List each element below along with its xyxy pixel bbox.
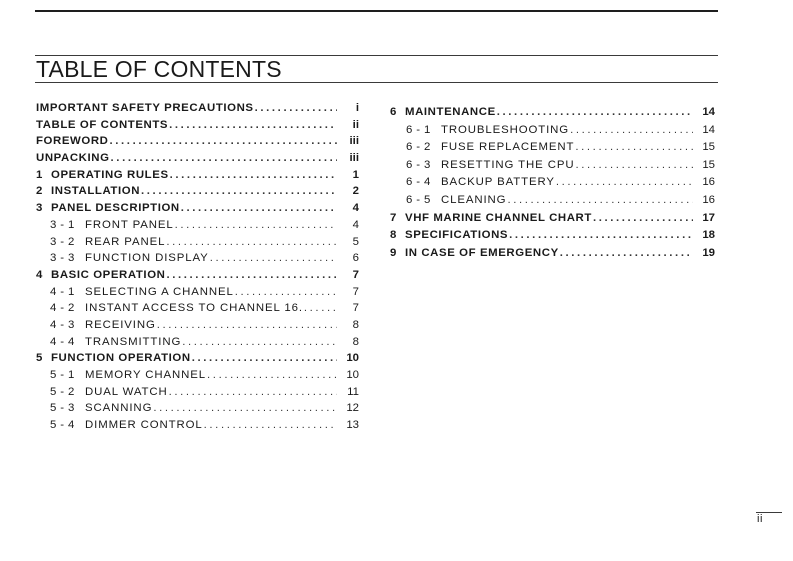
dot-leader <box>574 139 693 157</box>
toc-page-number: ii <box>352 118 359 131</box>
toc-subsection-number: 5 - 4 <box>50 419 75 432</box>
toc-page-number: 4 <box>352 202 359 215</box>
toc-entry-label: FRONT PANEL <box>85 218 174 231</box>
toc-entry-label: RESETTING THE CPU <box>441 158 575 171</box>
toc-subsection-number: 3 - 3 <box>50 252 75 265</box>
toc-subsection-number: 4 - 1 <box>50 285 75 298</box>
dot-leader <box>303 300 337 317</box>
toc-left-column <box>36 100 359 434</box>
toc-entry <box>36 384 359 401</box>
toc-entry-label: TABLE OF CONTENTS <box>36 118 169 131</box>
toc-entry-title <box>50 317 156 334</box>
toc-page-number: 17 <box>702 211 715 224</box>
toc-subsection-number: 6 - 3 <box>406 158 431 171</box>
toc-entry-label: VHF MARINE CHANNEL CHART <box>405 211 592 224</box>
toc-entry-label: CLEANING <box>441 193 507 206</box>
toc-entry-title <box>390 104 496 122</box>
toc-entry-label: MAINTENANCE <box>405 106 496 118</box>
dot-leader <box>506 192 693 210</box>
toc-entry-label: TROUBLESHOOTING <box>441 123 570 136</box>
toc-subsection-number: 4 - 2 <box>50 302 75 315</box>
toc-entry-title <box>406 122 569 140</box>
dot-leader <box>180 200 337 217</box>
toc-entry <box>36 100 359 117</box>
toc-entry-title <box>36 167 169 184</box>
toc-page-number: i <box>355 102 359 114</box>
toc-entry-label: BACKUP BATTERY <box>441 176 555 189</box>
toc-page-number: 12 <box>346 402 359 415</box>
toc-entry <box>36 150 359 167</box>
toc-entry <box>36 400 359 417</box>
dot-leader <box>165 234 337 251</box>
toc-entry-title <box>36 350 191 367</box>
toc-entry <box>36 267 359 284</box>
toc-entry-title <box>36 133 109 150</box>
toc-entry-title <box>36 200 180 217</box>
toc-page-number: 7 <box>352 302 359 315</box>
page-number: ii <box>757 513 763 525</box>
toc-page-number: 6 <box>352 252 359 265</box>
dot-leader <box>569 122 693 140</box>
toc-entry-title <box>390 227 508 245</box>
toc-entry-title <box>50 384 168 401</box>
toc-entry-title <box>36 150 110 167</box>
toc-subsection-number: 6 - 2 <box>406 141 431 154</box>
toc-entry-title <box>50 217 174 234</box>
toc-entry <box>36 183 359 200</box>
toc-page-number: iii <box>349 152 359 165</box>
toc-subsection-number: 5 - 1 <box>50 369 75 381</box>
toc-entry <box>36 200 359 217</box>
dot-leader <box>191 350 337 367</box>
toc-entry-label: DUAL WATCH <box>85 385 168 398</box>
toc-page-number: 8 <box>352 318 359 331</box>
toc-entry-label: RECEIVING <box>85 318 156 331</box>
page-title: TABLE OF CONTENTS <box>36 56 282 82</box>
toc-entry <box>36 284 359 301</box>
dot-leader <box>169 167 337 184</box>
toc-entry-label: FUNCTION OPERATION <box>51 352 191 365</box>
toc-page-number: 13 <box>346 419 359 432</box>
toc-section-number: 4 <box>36 268 43 281</box>
toc-entry-title <box>50 334 181 351</box>
toc-entry-label: IN CASE OF EMERGENCY <box>405 246 559 259</box>
toc-section-number: 6 <box>390 106 397 118</box>
dot-leader <box>181 334 337 351</box>
toc-entry-title <box>390 210 592 228</box>
toc-page-number: 10 <box>346 352 359 365</box>
top-rule <box>35 10 718 12</box>
toc-entry-label: SCANNING <box>85 402 153 415</box>
toc-page-number: 8 <box>352 335 359 348</box>
dot-leader <box>203 417 337 434</box>
toc-page-number: 16 <box>702 193 715 206</box>
toc-entry <box>36 117 359 134</box>
toc-entry-title <box>36 100 254 117</box>
toc-page-number: 15 <box>702 141 715 154</box>
toc-entry-label: MEMORY CHANNEL <box>85 369 207 381</box>
toc-section-number: 2 <box>36 185 43 198</box>
toc-subsection-number: 6 - 5 <box>406 193 431 206</box>
dot-leader <box>174 217 337 234</box>
toc-page-number: 14 <box>702 123 715 136</box>
dot-leader <box>592 210 693 228</box>
toc-subsection-number: 6 - 4 <box>406 176 431 189</box>
toc-entry-label: TRANSMITTING <box>85 335 182 348</box>
toc-page-number: 14 <box>702 106 715 118</box>
toc-page-number: 5 <box>352 235 359 248</box>
toc-entry-title <box>50 400 152 417</box>
toc-entry <box>36 217 359 234</box>
toc-page-number: 1 <box>352 168 359 181</box>
toc-entry <box>36 317 359 334</box>
toc-subsection-number: 3 - 1 <box>50 218 75 231</box>
toc-page-number: 19 <box>702 246 715 259</box>
dot-leader <box>206 367 337 384</box>
toc-entry <box>390 227 715 245</box>
toc-section-number: 9 <box>390 246 397 259</box>
toc-page-number: 11 <box>347 385 359 398</box>
toc-entry-title <box>36 117 168 134</box>
toc-subsection-number: 6 - 1 <box>406 123 431 136</box>
toc-entry-label: SPECIFICATIONS <box>405 229 509 242</box>
toc-entry <box>390 157 715 175</box>
toc-entry-title <box>406 157 574 175</box>
toc-entry <box>390 210 715 228</box>
toc-section-number: 1 <box>36 168 43 181</box>
toc-entry-label: REAR PANEL <box>85 235 166 248</box>
toc-entry <box>36 367 359 384</box>
dot-leader <box>574 157 693 175</box>
toc-page-number: 15 <box>702 158 715 171</box>
toc-entry <box>36 350 359 367</box>
toc-section-number: 3 <box>36 202 43 215</box>
toc-entry-title <box>36 183 140 200</box>
toc-page-number: 4 <box>352 218 359 231</box>
toc-entry-title <box>36 267 165 284</box>
toc-subsection-number: 3 - 2 <box>50 235 75 248</box>
dot-leader <box>508 227 693 245</box>
toc-entry <box>390 192 715 210</box>
toc-page-number: 7 <box>352 268 359 281</box>
toc-entry-label: OPERATING RULES <box>51 168 169 181</box>
dot-leader <box>168 384 337 401</box>
dot-leader <box>110 150 337 167</box>
dot-leader <box>152 400 337 417</box>
toc-entry-title <box>50 367 206 384</box>
toc-entry-label: UNPACKING <box>36 152 110 165</box>
toc-entry <box>36 167 359 184</box>
toc-page-number: 10 <box>346 369 359 381</box>
toc-entry <box>36 417 359 434</box>
dot-leader <box>168 117 337 134</box>
toc-page-number: 16 <box>702 176 715 189</box>
toc-entry <box>36 250 359 267</box>
toc-entry-title <box>406 174 555 192</box>
dot-leader <box>109 133 337 150</box>
toc-entry <box>36 133 359 150</box>
toc-entry-title <box>50 234 165 251</box>
toc-subsection-number: 4 - 3 <box>50 318 75 331</box>
toc-entry <box>390 104 715 122</box>
toc-entry-label: INSTALLATION <box>51 185 141 198</box>
toc-entry <box>390 122 715 140</box>
toc-entry <box>390 174 715 192</box>
toc-entry <box>36 300 359 317</box>
toc-entry-label: FUNCTION DISPLAY <box>85 252 209 265</box>
dot-leader <box>555 174 693 192</box>
dot-leader <box>234 284 337 301</box>
toc-page-number: 2 <box>352 185 359 198</box>
dot-leader <box>559 245 693 263</box>
dot-leader <box>254 100 337 117</box>
toc-subsection-number: 5 - 2 <box>50 385 75 398</box>
toc-entry-label: INSTANT ACCESS TO CHANNEL 16. <box>85 302 303 315</box>
toc-entry-title <box>50 417 203 434</box>
toc-subsection-number: 5 - 3 <box>50 402 75 415</box>
toc-page-number: 7 <box>352 285 359 298</box>
dot-leader <box>496 104 693 122</box>
toc-entry-title <box>50 250 209 267</box>
toc-page-number: iii <box>349 135 359 148</box>
toc-subsection-number: 4 - 4 <box>50 335 75 348</box>
toc-entry-label: FOREWORD <box>36 135 109 148</box>
dot-leader <box>209 250 337 267</box>
toc-page-number: 18 <box>702 229 715 242</box>
toc-section-number: 5 <box>36 352 43 365</box>
toc-entry <box>390 139 715 157</box>
toc-entry-title <box>50 284 234 301</box>
toc-entry <box>36 334 359 351</box>
toc-entry-label: DIMMER CONTROL <box>85 419 203 432</box>
toc-entry-title <box>50 300 303 317</box>
toc-entry-title <box>406 139 574 157</box>
title-rule-bottom <box>35 82 718 83</box>
toc-entry-label: SELECTING A CHANNEL <box>85 285 234 298</box>
dot-leader <box>156 317 337 334</box>
toc-section-number: 7 <box>390 211 397 224</box>
toc-right-column <box>390 104 715 262</box>
toc-entry-label: FUSE REPLACEMENT <box>441 141 575 154</box>
toc-entry-label: IMPORTANT SAFETY PRECAUTIONS <box>36 102 254 114</box>
toc-section-number: 8 <box>390 229 397 242</box>
toc-entry-label: PANEL DESCRIPTION <box>51 202 180 215</box>
dot-leader <box>140 183 337 200</box>
dot-leader <box>165 267 337 284</box>
toc-entry-title <box>406 192 506 210</box>
toc-entry-label: BASIC OPERATION <box>51 268 166 281</box>
toc-entry <box>390 245 715 263</box>
toc-entry-title <box>390 245 559 263</box>
toc-entry <box>36 234 359 251</box>
